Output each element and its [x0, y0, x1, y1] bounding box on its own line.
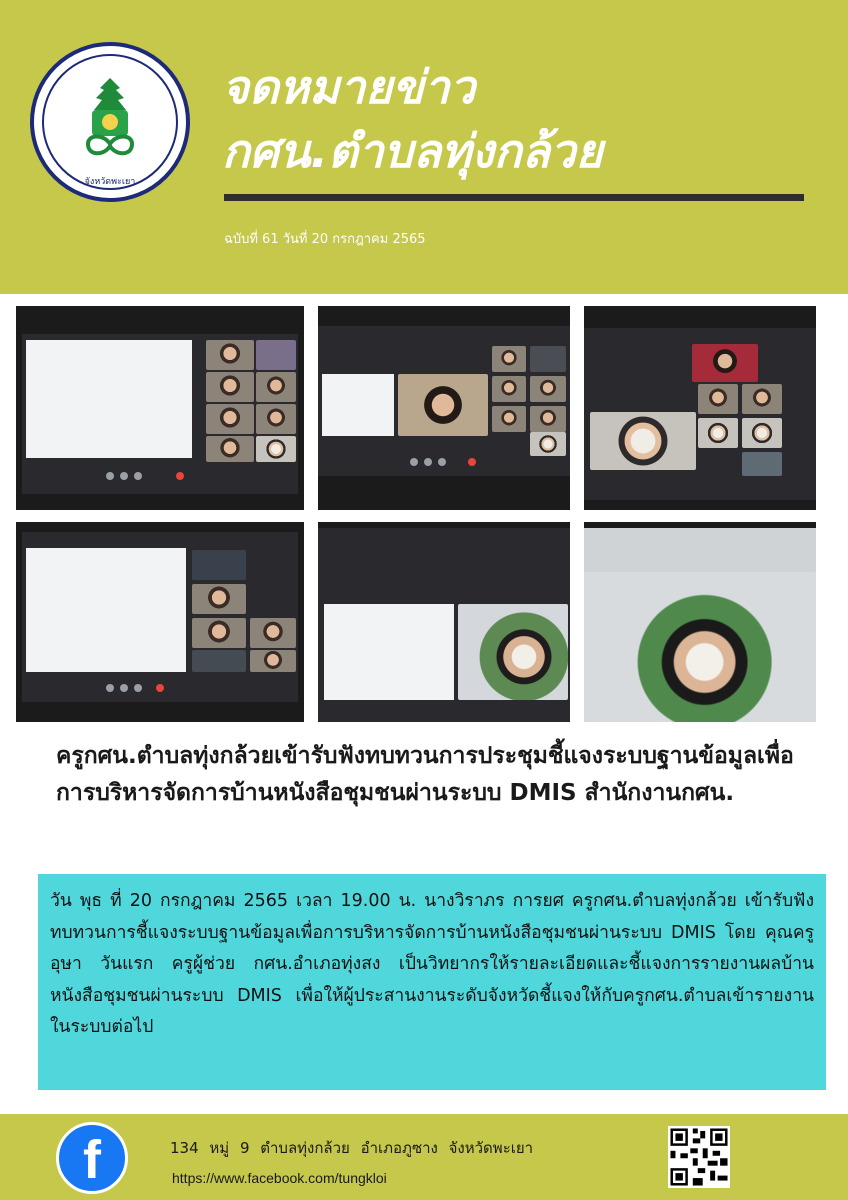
- meeting-photo-6: [584, 522, 816, 722]
- newsletter-title: จดหมายข่าว: [222, 60, 476, 114]
- meeting-photo-2: [318, 306, 570, 510]
- meeting-photo-5: [318, 522, 570, 722]
- header-banner: [0, 0, 848, 294]
- footer-address: 134 หมู่ 9 ตำบลทุ่งกล้วย อำเภอภูซาง จังหวัดพะเยา: [170, 1139, 534, 1157]
- footer-banner: [0, 1114, 848, 1200]
- office-seal-icon: [74, 74, 146, 162]
- office-logo: [30, 42, 190, 202]
- qr-code-icon: [668, 1126, 730, 1188]
- newsletter-subtitle: กศน.ตำบลทุ่งกล้วย: [222, 124, 603, 178]
- article-body-box: [38, 874, 826, 1090]
- photo-grid: [16, 306, 816, 722]
- facebook-link[interactable]: https://www.facebook.com/tungkloi: [172, 1170, 387, 1186]
- title-divider: [224, 194, 804, 201]
- meeting-photo-1: [16, 306, 304, 510]
- meeting-photo-4: [16, 522, 304, 722]
- meeting-photo-3: [584, 306, 816, 510]
- article-body: วัน พุธ ที่ 20 กรกฎาคม 2565 เวลา 19.00 น. นางวิราภร การยศ ครูกศน.ตำบลทุ่งกล้วย เข้ารับฟังทบทวนการชี้แจงระบบฐานข้อมูลเพื่อการบริหารจัดการบ้านหนังสือชุมชนผ่านระบบ DMIS โดย คุณครู อุษา วันแรก ครูผู้ช่วย กศน.อำเภอทุ่งสง เป็นวิทยากรให้รายละเอียดและชี้แจงการรายงานผลบ้านหนังสือชุมชนผ่านระบบ DMIS เพื่อให้ผู้ประสานงานระดับจังหวัดชี้แจงให้กับครูกศน.ตำบลเข้ารายงานในระบบต่อไป: [50, 891, 814, 1037]
- issue-info: ฉบับที่ 61 วันที่ 20 กรกฎาคม 2565: [224, 232, 426, 247]
- article-headline: ครูกศน.ตำบลทุ่งกล้วยเข้ารับฟังทบทวนการประชุมชี้แจงระบบฐานข้อมูลเพื่อการบริหารจัดการบ้านหนังสือชุมชนผ่านระบบ DMIS สำนักงานกศน.: [56, 743, 794, 806]
- logo-bottom-text: จังหวัดพะเยา: [84, 177, 136, 187]
- facebook-icon[interactable]: f: [56, 1122, 128, 1194]
